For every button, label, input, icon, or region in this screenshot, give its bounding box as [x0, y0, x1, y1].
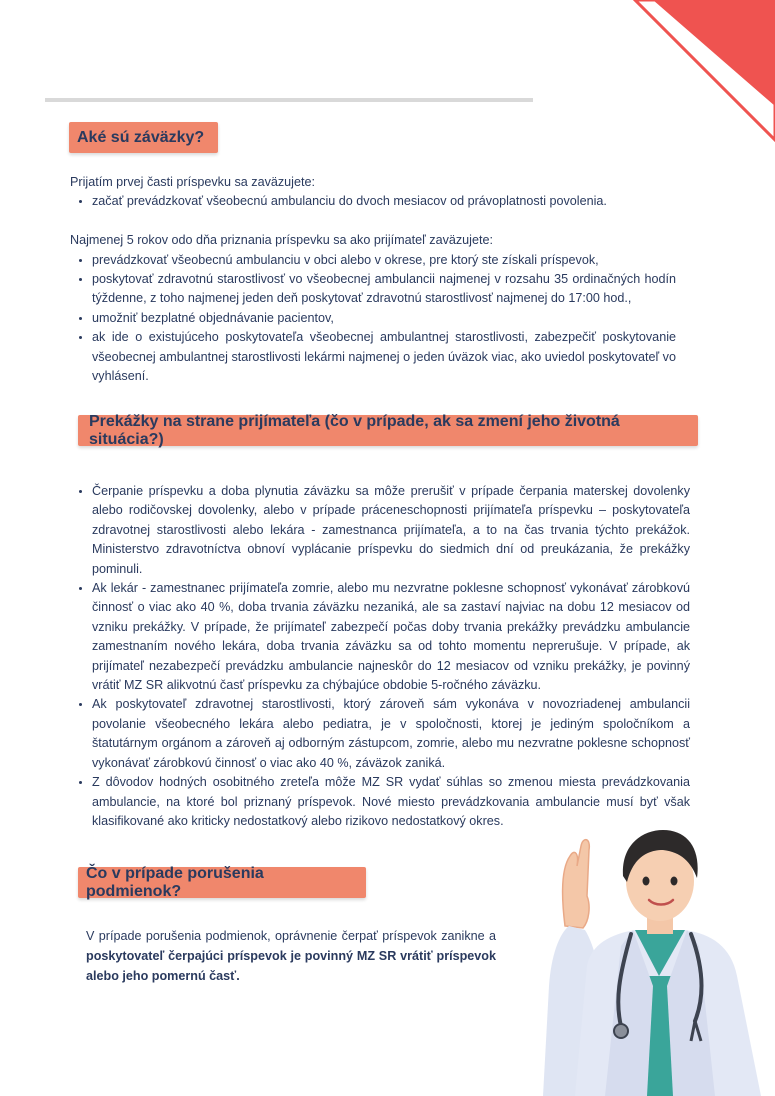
list-item: • umožniť bezplatné objednávanie pacientov, — [92, 309, 676, 328]
commitments-list-1 — [70, 192, 676, 211]
commitments-text — [70, 173, 676, 386]
commitments-intro-1: Prijatím prvej časti príspevku sa zaväzujete: — [70, 175, 315, 189]
commitments-list-2 — [70, 251, 676, 387]
commitments-intro-2: Najmenej 5 rokov odo dňa priznania príspevku sa ako prijímateľ zaväzujete: — [70, 233, 493, 248]
violation-text-bold: poskytovateľ čerpajúci príspevok je povinný MZ SR vrátiť príspevok alebo jeho pomernú časť. — [86, 949, 496, 983]
list-item: • začať prevádzkovať všeobecnú ambulanciu do dvoch mesiacov od právoplatnosti povolenia. — [92, 192, 676, 211]
list-item: • ak ide o existujúceho poskytovateľa všeobecnej ambulantnej starostlivosti, zabezpečiť poskytovanie všeobecnej ambulantnej starostlivosti lekármi najmenej o jeden úväzok viac, ako uviedol poskytovateľ vo vyhlásení. — [92, 328, 676, 386]
top-divider — [45, 98, 533, 102]
violation-text — [86, 926, 496, 986]
section-heading-violation: Čo v prípade porušenia podmienok? — [78, 867, 366, 898]
violation-text-normal: V prípade porušenia podmienok, oprávnenie čerpať príspevok zanikne a — [86, 929, 496, 943]
corner-triangle-decoration — [615, 0, 775, 150]
obstacles-text — [70, 482, 690, 831]
list-item: • Ak lekár - zamestnanec prijímateľa zomrie, alebo mu nezvratne poklesne schopnosť vykonávať zárobkovú činnosť o viac ako 40 %, doba trvania záväzku nezaniká, ale sa zastaví najviac na dobu 12 mesiacov od vzniku prekážky. V prípade, že prijímateľ zabezpečí počas doby trvania prekážky prevádzku ambulancie zamestnaním nového lekára, doba trvania záväzku sa od tohto momentu neprerušuje. V prípade, ak prijímateľ nezabezpečí prevádzku ambulancie najneskôr do 12 mesiacov od vzniku prekážky, je povinný vrátiť MZ SR alikvotnú časť príspevku za chýbajúce obdobie 5-ročného záväzku. — [92, 579, 690, 695]
section-heading-obstacles: Prekážky na strane prijímateľa (čo v prípade, ak sa zmení jeho životná situácia?) — [78, 415, 698, 446]
list-item: • prevádzkovať všeobecnú ambulanciu v obci alebo v okrese, pre ktorý ste získali príspevok, — [92, 251, 676, 270]
list-item: • Čerpanie príspevku a doba plynutia záväzku sa môže prerušiť v prípade čerpania materskej dovolenky alebo rodičovskej dovolenky, alebo v prípade práceneschopnosti prijímateľa príspevku – poskytovateľa zdravotnej starostlivosti alebo lekára - zamestnanca prijímateľa, a to na čas trvania týchto prekážok. Ministerstvo zdravotníctva obnoví vyplácanie príspevku do siedmich dní od preukázania, že prekážky pominuli. — [92, 482, 690, 579]
doctor-illustration — [535, 826, 775, 1096]
section-heading-commitments: Aké sú záväzky? — [69, 122, 218, 153]
list-item: • Z dôvodov hodných osobitného zreteľa môže MZ SR vydať súhlas so zmenou miesta prevádzkovania ambulancie, na ktoré bol priznaný príspevok. Nové miesto prevádzkovania ambulancie musí byť však klasifikované ako kriticky nedostatkový alebo rizikovo nedostatkový okres. — [92, 773, 690, 831]
list-item: • Ak poskytovateľ zdravotnej starostlivosti, ktorý zároveň sám vykonáva v novozriadenej ambulancii povolanie všeobecného lekára alebo pediatra, je v spoločnosti, ktorej je jediným spoločníkom a štatutárnym orgánom a zároveň aj odborným zástupcom, zomrie, alebo mu nezvratne poklesne schopnosť vykonávať zárobkovú činnosť o viac ako 40 %, záväzok zaniká. — [92, 695, 690, 773]
list-item: • poskytovať zdravotnú starostlivosť vo všeobecnej ambulancii najmenej v rozsahu 35 ordinačných hodín týždenne, z toho najmenej jeden deň poskytovať zdravotnú starostlivosť najmenej do 17:00 hod., — [92, 270, 676, 309]
obstacles-list — [70, 482, 690, 831]
